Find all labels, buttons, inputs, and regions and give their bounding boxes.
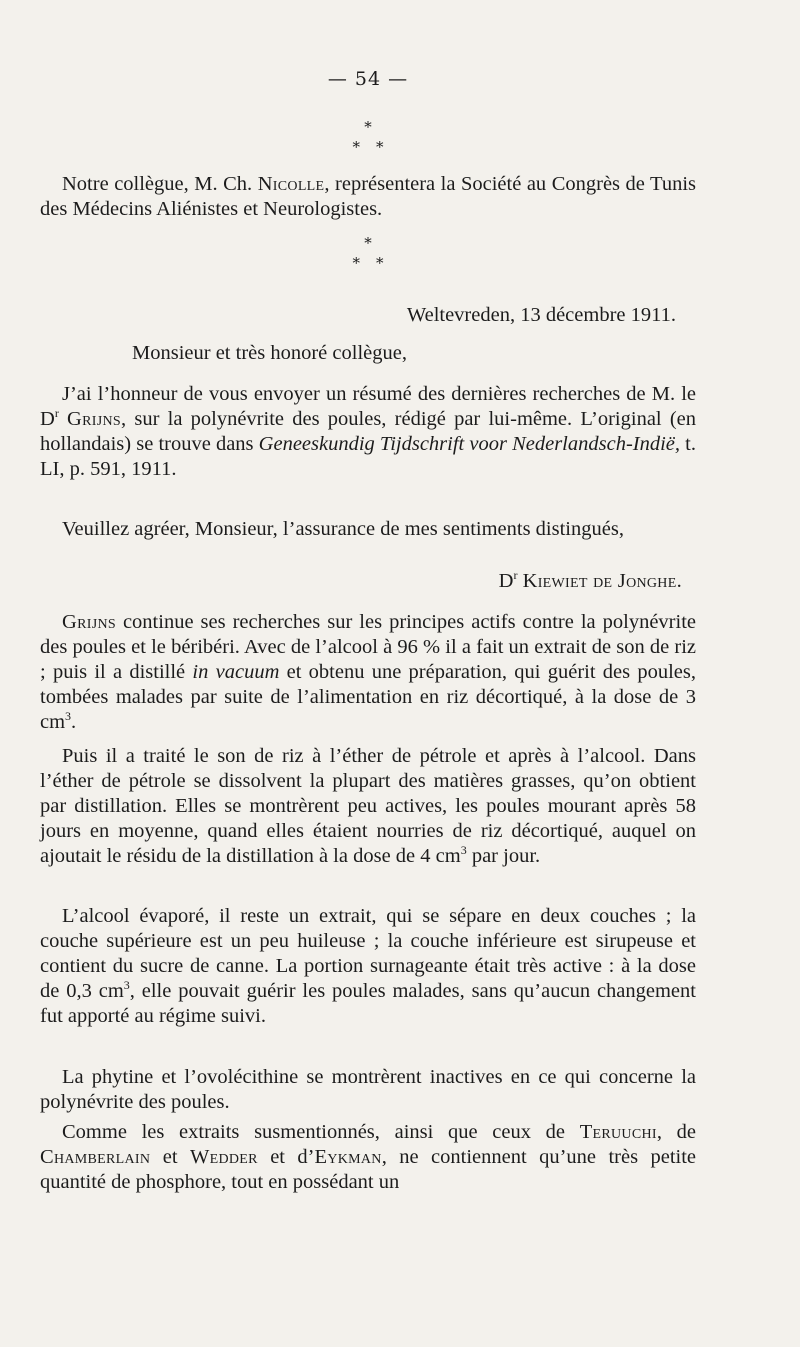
person-name: Grijns	[62, 611, 116, 633]
asterisk-icon: *	[364, 118, 372, 136]
asterisk-icon: *	[364, 234, 372, 252]
asterisk-icon: *	[352, 138, 360, 156]
person-name: Wedder	[189, 1146, 258, 1168]
summary-paragraph-1: Grijns continue ses recherches sur les principes actifs contre la polynévrite des poules et le béribéri. Avec de l’alcool à 96 % il a fait un extrait de son de riz ; puis il a distillé in vacuum et obtenu une préparation, qui guérit des poules, tombées malades par suite de l’alimentation en riz décortiqué, à la dose de 3 $cm^3$.	[40, 611, 697, 733]
letter-closing: Veuillez agréer, Monsieur, l’assurance de mes sentiments distingués,	[62, 518, 624, 540]
asterisk-icon: *	[376, 138, 384, 156]
document-page	[40, 0, 696, 1347]
summary-paragraph-2: Puis il a traité le son de riz à l’éther de pétrole et après à l’alcool. Dans l’éther de pétrole se dissolvent la plupart des matières grasses, qu’on obtient par distillation. Elles se montrèrent peu actives, les poules mourant après 58 jours en moyenne, quand elles étaient nourries de riz décortiqué, auquel on ajoutait le résidu de la distillation à la dose de 4 $cm^3$ par jour.	[40, 745, 696, 867]
summary-paragraph-5: Comme les extraits susmentionnés, ainsi que ceux de Teruuchi, de Chamberlain et Wedder et d’Eykman, ne contiennent qu’une très petite quantité de phosphore, tout en possédant un	[40, 1121, 697, 1193]
asterisk-icon: *	[352, 254, 360, 272]
summary-paragraph-3: L’alcool évaporé, il reste un extrait, qui se sépare en deux couches ; la couche supérieure est un peu huileuse ; la couche inférieure est sirupeuse et contient du sucre de canne. La portion surnageante était très active : à la dose de 0,3 $cm^3$, elle pouvait guérir les poules malades, sans qu’aucun changement fut apporté au régime suivi.	[40, 905, 696, 1027]
letter-body: J’ai l’honneur de vous envoyer un résumé des dernières recherches de M. le $D^r$ Grijns, sur la polynévrite des poules, rédigé par lui-même. L’original (en hollandais) se trouve dans Geneeskundig Tijdschrift voor Nederlandsch-Indië, t. LI, p. 591, 1911.	[40, 383, 697, 480]
letter-signature: $D^r$ Kiewiet de Jonghe.	[498, 568, 682, 592]
announcement-paragraph: Notre collègue, M. Ch. Nicolle, représentera la Société au Congrès de Tunis des Médecins Aliénistes et Neurologistes.	[40, 173, 696, 220]
asterisk-icon: *	[376, 254, 384, 272]
page-number: — 54 —	[327, 68, 409, 90]
letter-place-date: Weltevreden, 13 décembre 1911.	[406, 304, 676, 326]
person-name: Chamberlain	[40, 1146, 151, 1168]
letter-salutation: Monsieur et très honoré collègue,	[132, 342, 407, 364]
person-name: Grijns	[67, 408, 121, 430]
person-name: Eykman	[314, 1146, 382, 1168]
person-name: Teruuchi	[579, 1121, 657, 1143]
person-name: Nicolle	[257, 173, 325, 195]
summary-paragraph-4: La phytine et l’ovolécithine se montrèrent inactives en ce qui concerne la polynévrite des poules.	[40, 1066, 696, 1113]
asterism-separator	[40, 120, 696, 160]
asterism-separator	[40, 236, 696, 276]
journal-title: Geneeskundig Tijdschrift voor Nederlandsch-Indië,	[258, 433, 681, 455]
